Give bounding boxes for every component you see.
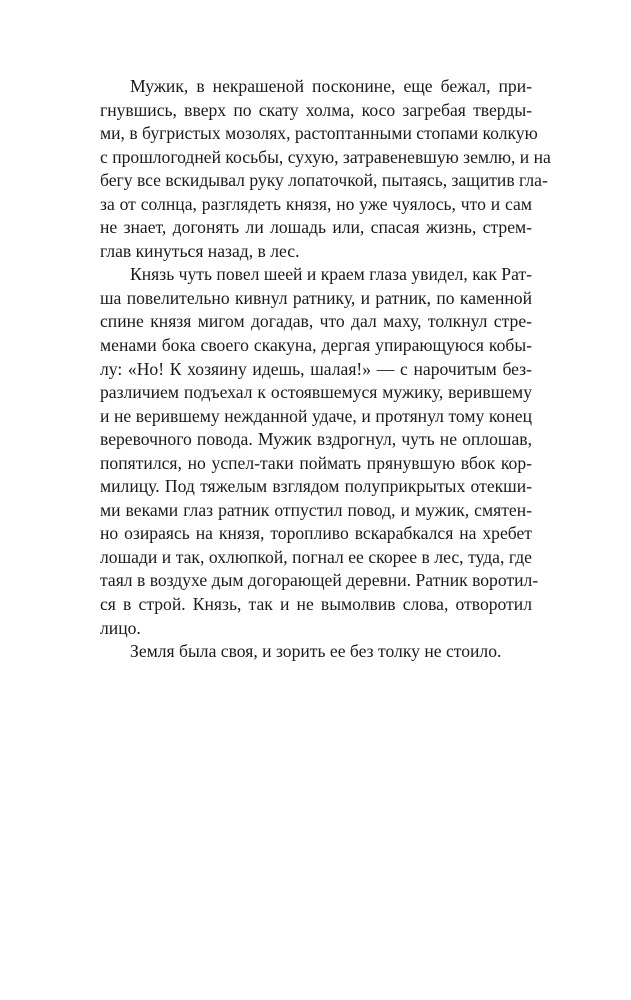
text-line: ми веками глаз ратник отпустил повод, и мужик, смятен- [100, 499, 532, 520]
text-line: и не верившему нежданной удаче, и протянул тому конец [100, 405, 532, 426]
page-text [100, 75, 551, 664]
text-line: ми, в бугристых мозолях, растоптанными стопами колкую [100, 123, 538, 144]
text-line: различием подъехал к остоявшемуся мужику, верившему [100, 382, 532, 403]
text-line: с прошлогодней косьбы, сухую, затравеневшую землю, и на [100, 146, 551, 167]
text-line: милицу. Под тяжелым взглядом полуприкрытых отекши- [100, 476, 532, 497]
text-line: Земля была своя, и зорить ее без толку не стоило. [130, 641, 502, 662]
text-line: попятился, но успел-таки поймать прянувшую вбок кор- [100, 452, 532, 473]
paragraph-1 [100, 75, 551, 263]
text-line: Мужик, в некрашеной посконине, еще бежал, при- [130, 76, 532, 96]
text-line: гнувшись, вверх по скату холма, косо загребая тверды- [100, 99, 532, 120]
text-line: но озираясь на князя, торопливо вскарабкался на хребет [100, 523, 532, 544]
text-line: ся в строй. Князь, так и не вымолвив слова, отворотил [100, 594, 532, 615]
text-line: спине князя мигом догадав, что дал маху, толкнул стре- [100, 311, 532, 332]
paragraph-3 [100, 640, 532, 664]
text-line: ша повелительно кивнул ратнику, и ратник, по каменной [100, 287, 532, 308]
text-line: таял в воздухе дым догорающей деревни. Ратник воротил- [100, 570, 539, 591]
text-line: лицо. [100, 617, 141, 638]
paragraph-2 [100, 263, 539, 640]
text-line: лу: «Но! К хозяину идешь, шалая!» — с нарочитым без- [100, 358, 532, 379]
text-line: лошади и так, охлюпкой, погнал ее скорее в лес, туда, где [100, 546, 532, 567]
text-line: не знает, догонять ли лошадь или, спасая жизнь, стрем- [100, 217, 532, 238]
text-line: бегу все вскидывал руку лопаточкой, пытаясь, защитив гла- [100, 170, 548, 191]
text-line: менами бока своего скакуна, дергая упирающуюся кобы- [100, 335, 532, 356]
text-line: Князь чуть повел шеей и краем глаза увидел, как Рат- [130, 264, 532, 285]
text-line: за от солнца, разглядеть князя, но уже чуялось, что и сам [100, 193, 532, 214]
text-line: глав кинуться назад, в лес. [100, 240, 300, 261]
text-line: веревочного повода. Мужик вздрогнул, чуть не оплошав, [100, 429, 532, 450]
